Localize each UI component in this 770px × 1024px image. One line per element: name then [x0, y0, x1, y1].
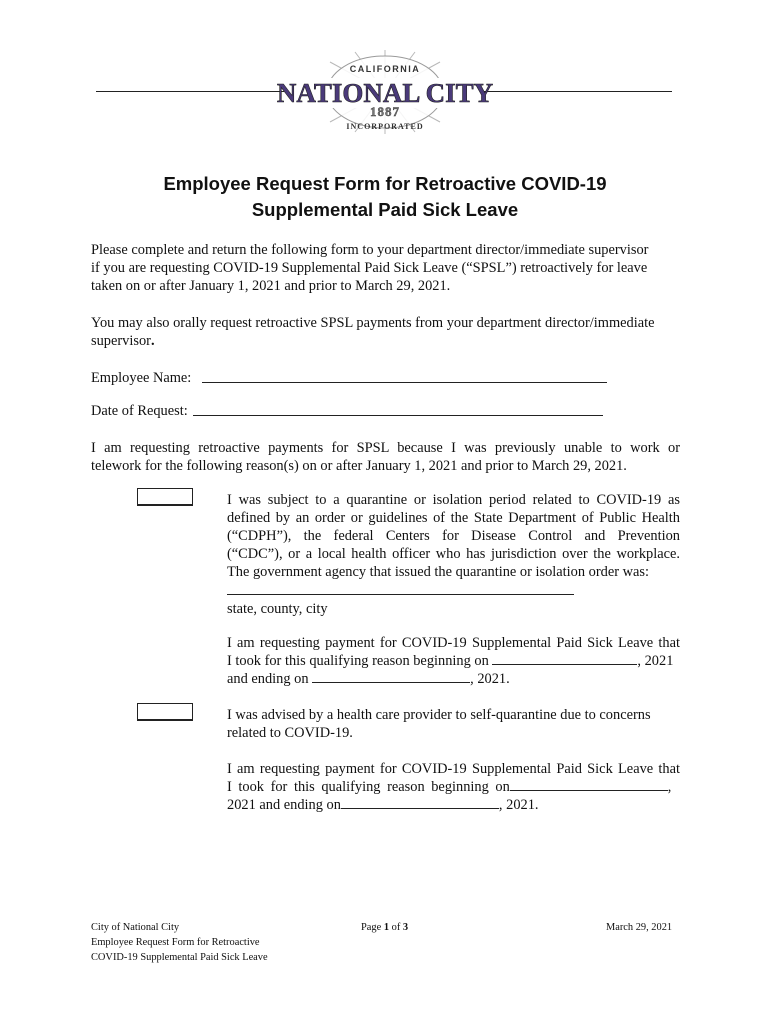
oral-request-period: .: [150, 333, 155, 349]
footer-page-number: [361, 920, 408, 935]
reason-2-payment-line-1: I am requesting payment for COVID-19 Supplemental Paid Sick Leave that: [227, 761, 680, 777]
footer-page-current: 1: [383, 922, 390, 933]
date-of-request-label: Date of Request:: [91, 403, 188, 419]
footer-left-line-1: City of National City: [91, 922, 180, 933]
reason-intro-line-1: I am requesting retroactive payments for SPSL because I was previously unable to work or: [91, 440, 680, 456]
reason-1-end-label: and ending on: [227, 671, 309, 687]
intro-line-2: if you are requesting COVID-19 Supplemental Paid Sick Leave (“SPSL”) retroactively for leave: [91, 260, 648, 276]
footer-page-total: 3: [402, 922, 409, 933]
reason-2-end-date-field[interactable]: [341, 796, 499, 809]
issuing-agency-caption: state, county, city: [227, 601, 328, 617]
issuing-agency-field[interactable]: [227, 594, 574, 595]
reason-1-end-date-field[interactable]: [312, 670, 470, 683]
intro-line-1: Please complete and return the following form to your department director/immediate supervisor: [91, 242, 649, 258]
seal-year: 1887: [370, 104, 400, 119]
reason-2-begin-date-field[interactable]: [510, 778, 668, 791]
city-seal-logo: [276, 50, 494, 134]
reason-1-line-1: I was subject to a quarantine or isolation period related to COVID-19 as: [227, 492, 680, 508]
reason-2-line-2: related to COVID-19.: [227, 725, 353, 741]
employee-name-field[interactable]: [202, 382, 607, 383]
footer-left-line-2: Employee Request Form for Retroactive: [91, 937, 260, 948]
employee-name-label: Employee Name:: [91, 370, 192, 386]
seal-bottom-text: INCORPORATED: [346, 122, 424, 131]
city-seal-graphic: [276, 50, 494, 134]
oral-request-line-2: [91, 332, 155, 350]
reason-1-line-3: (“CDPH”), the federal Centers for Disease Control and Prevention: [227, 528, 680, 544]
reason-2-begin-comma: ,: [667, 779, 672, 795]
reason-1-line-5: The government agency that issued the quarantine or isolation order was:: [227, 564, 649, 580]
date-of-request-field[interactable]: [193, 415, 603, 416]
footer-page-of: of: [391, 922, 401, 933]
header-rule-right: [484, 91, 672, 92]
reason-2-payment-line-3: [227, 796, 539, 814]
oral-request-line-1: You may also orally request retroactive SPSL payments from your department director/immediate: [91, 315, 655, 331]
seal-city-name: NATIONAL CITY: [276, 78, 494, 108]
reason-1-payment-line-1: I am requesting payment for COVID-19 Supplemental Paid Sick Leave that: [227, 635, 680, 651]
reason-1-line-2: defined by an order or guidelines of the State Department of Public Health: [227, 510, 680, 526]
reason-1-payment-line-2: [227, 652, 680, 670]
reason-1-begin-year: , 2021: [637, 653, 674, 669]
reason-2-checkbox[interactable]: [137, 703, 193, 721]
reason-1-payment-line-3: [227, 670, 510, 688]
form-title-line-2: Supplemental Paid Sick Leave: [251, 199, 519, 220]
reason-1-checkbox[interactable]: [137, 488, 193, 506]
footer-page-prefix: Page: [361, 922, 382, 933]
footer-left-line-3: COVID-19 Supplemental Paid Sick Leave: [91, 952, 268, 963]
reason-2-line-1: I was advised by a health care provider to self-quarantine due to concerns: [227, 707, 651, 723]
reason-2-payment-line-2: [227, 778, 680, 796]
reason-1-begin-date-field[interactable]: [492, 652, 637, 665]
seal-top-text: CALIFORNIA: [349, 64, 421, 74]
oral-request-word: supervisor: [91, 333, 151, 349]
header-rule-left: [96, 91, 284, 92]
form-title-line-1: Employee Request Form for Retroactive COVID-19: [163, 173, 607, 194]
intro-line-3: taken on or after January 1, 2021 and prior to March 29, 2021.: [91, 278, 451, 294]
reason-1-end-year: , 2021.: [470, 671, 510, 687]
reason-intro-line-2: telework for the following reason(s) on or after January 1, 2021 and prior to March 29, 2021.: [91, 458, 627, 474]
reason-1-line-4: (“CDC”), or a local health officer who has jurisdiction over the workplace.: [227, 546, 680, 562]
reason-2-end-year: , 2021.: [498, 797, 539, 813]
reason-2-end-label: 2021 and ending on: [227, 797, 341, 813]
footer-date: March 29, 2021: [606, 922, 673, 933]
reason-1-begin-label: I took for this qualifying reason beginning on: [227, 653, 489, 669]
reason-2-begin-label: I took for this qualifying reason beginning on: [227, 779, 510, 795]
